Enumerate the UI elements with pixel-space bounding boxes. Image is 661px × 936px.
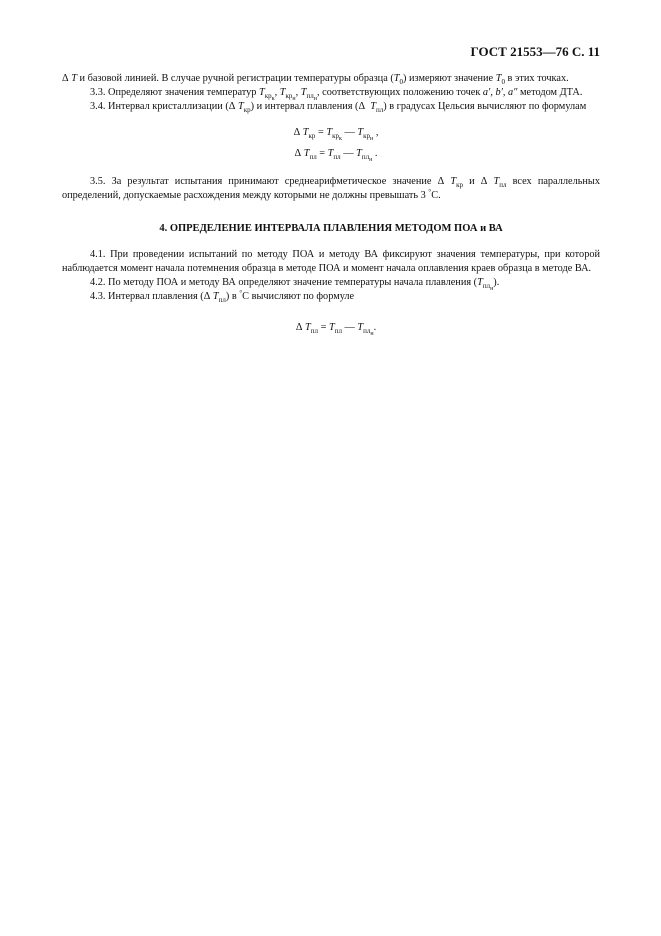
paragraph-continuation: Δ T и базовой линией. В случае ручной регистрации температуры образца $(T_0)$ измеряют значение $T_0$ в этих точках. <box>62 73 569 86</box>
formula-crystallization-interval: Δ $T_{кр} = T_{кр_к}$ — $T_{кр_н}$ , <box>293 127 379 142</box>
document-body <box>62 72 600 335</box>
page-header: ГОСТ 21553—76 С. 11 <box>470 44 600 59</box>
paragraph-4-3: 4.3. Интервал плавления (Δ $T_{пл}$) в °С вычисляют по формуле <box>90 289 355 304</box>
paragraph-3-3: 3.3. Определяют значения температур $T_{кр_к}$, $T_{кр_н}$, $T_{пл_н}$, соответствующих положению точек a′, b′, a″ методом ДТА. <box>90 87 583 102</box>
paragraph-4-1: 4.1. При проведении испытаний по методу ПОА и методу ВА фиксируют значения температуры, при которой наблюдается момент начала потемнения образца в методе ПОА и момент начала оплавления краев образца в методе ВА. <box>62 249 600 274</box>
formula-melting-interval: Δ $T_{пл} = T_{пл}$ — $T_{пл_н}$ . <box>294 148 378 163</box>
paragraph-3-5: 3.5. За результат испытания принимают среднеарифметическое значение Δ $T_{кр}$ и Δ $T_{пл}$ всех параллельных определений, допускаемые расхождения между которыми не должны превышать 3 °С. <box>62 176 600 201</box>
section-4-title: 4. ОПРЕДЕЛЕНИЕ ИНТЕРВАЛА ПЛАВЛЕНИЯ МЕТОДОМ ПОА и ВА <box>159 223 503 234</box>
paragraph-4-2: 4.2. По методу ПОА и методу ВА определяют значение температуры начала плавления $(T_{пл_н})$. <box>90 277 500 292</box>
paragraph-3-4: 3.4. Интервал кристаллизации (Δ $T_{кр}$) и интервал плавления (Δ $T_{пл}$) в градусах Цельсия вычисляют по формулам <box>90 101 587 114</box>
formula-melting-interval-4-3: Δ $T_{пл} = T_{пл}$ — $T_{пл_н}$. <box>295 322 377 337</box>
